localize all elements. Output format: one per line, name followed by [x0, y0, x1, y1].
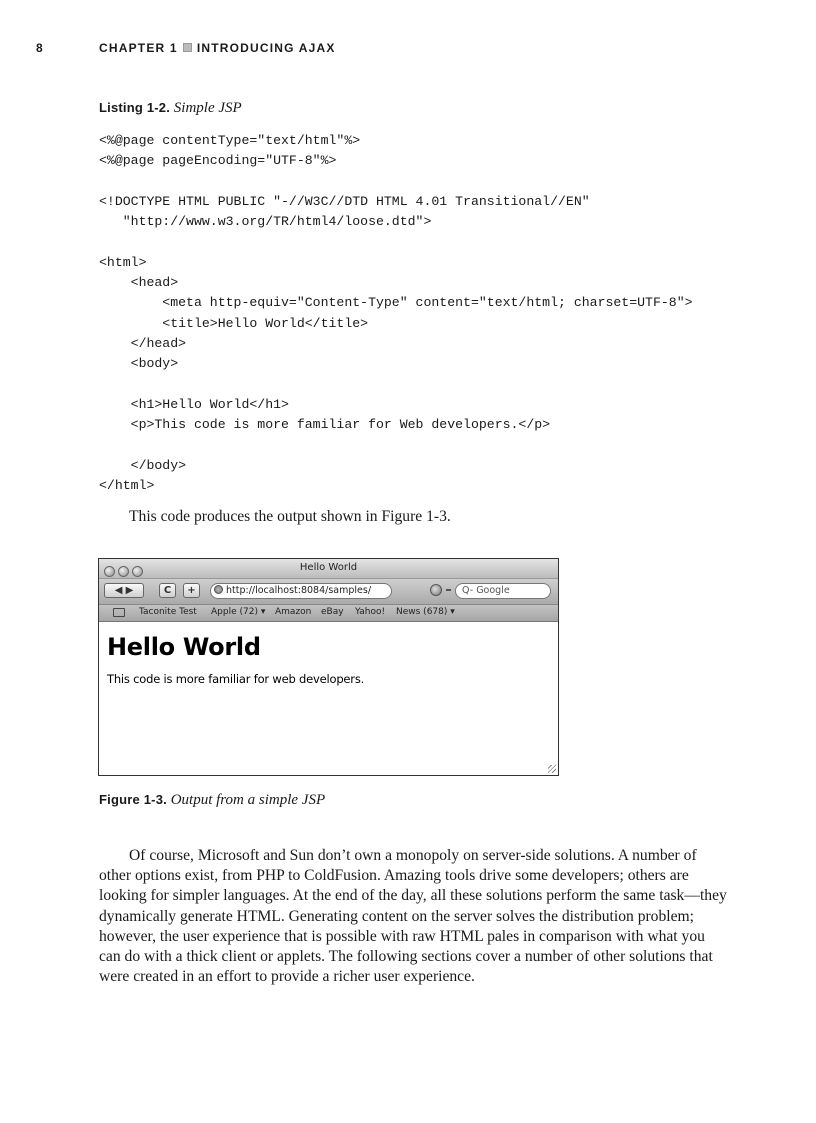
bookmark-item: eBay	[321, 607, 344, 617]
bookmark-item: Apple (72) ▾	[211, 607, 266, 617]
page-heading: Hello World	[107, 633, 261, 661]
listing-label: Listing 1-2.	[99, 100, 171, 115]
browser-titlebar	[99, 559, 558, 579]
listing-caption	[99, 100, 242, 117]
page-paragraph: This code is more familiar for web developers.	[107, 672, 365, 686]
search-separator	[446, 589, 451, 591]
bookmark-item: Yahoo!	[355, 607, 386, 617]
bookmark-item: News (678) ▾	[396, 607, 455, 617]
address-url: http://localhost:8084/samples/	[226, 585, 372, 596]
figure-caption	[99, 792, 325, 809]
figure-title: Output from a simple JSP	[170, 792, 326, 808]
snapback-icon	[430, 584, 442, 596]
intro-paragraph: This code produces the output shown in Figure 1-3.	[129, 508, 451, 525]
code-listing: <%@page contentType="text/html"%> <%@page pageEncoding="UTF-8"%> <!DOCTYPE HTML PUBLIC "-//W3C//DTD HTML 4.01 Transitional//EN" "http://www.w3.org/TR/html4/loose.dtd"> <html> <head> <meta http-equiv="Content-Type" content="text/html; charset=UTF-8"> <title>Hello World</title> </head> <body> <h1>Hello World</h1> <p>This code is more familiar for Web developers.</p> </body> </html>	[99, 133, 693, 494]
chapter-label: CHAPTER 1	[99, 41, 178, 55]
resize-grip-icon	[548, 765, 556, 773]
search-field: Q- Google	[455, 583, 551, 599]
page-number: 8	[36, 41, 44, 55]
figure-label: Figure 1-3.	[99, 792, 167, 807]
separator-square-icon	[183, 43, 192, 52]
bookmark-item: Taconite Test	[139, 607, 197, 617]
chapter-title: INTRODUCING AJAX	[196, 41, 336, 55]
reload-button: C	[159, 583, 176, 598]
browser-toolbar	[99, 579, 558, 605]
bookmarks-book-icon	[113, 608, 125, 617]
browser-content	[99, 622, 558, 696]
back-forward-button: ◀ ▶	[104, 583, 144, 598]
bookmarks-bar	[99, 605, 558, 622]
window-title: Hello World	[299, 562, 358, 573]
body-paragraph: Of course, Microsoft and Sun don’t own a monopoly on server-side solutions. A number of other options exist, from PHP to ColdFusion. Amazing tools drive some developers; others are looking for simpler languages. At the end of the day, all these solutions perform the same task—they dynamically generate HTML. Generating content on the server solves the distribution problem; however, the user experience that is possible with raw HTML pales in comparison with what you can do with a thick client or applets. The following sections cover a number of other solutions that were created in an effort to provide a richer user experience.	[99, 847, 727, 986]
address-bar	[210, 583, 392, 599]
bookmark-item: Amazon	[275, 607, 312, 617]
browser-window-figure	[98, 558, 559, 776]
chapter-heading	[99, 41, 336, 55]
add-bookmark-button: +	[183, 583, 200, 598]
listing-title: Simple JSP	[173, 100, 242, 116]
globe-icon	[214, 585, 223, 594]
